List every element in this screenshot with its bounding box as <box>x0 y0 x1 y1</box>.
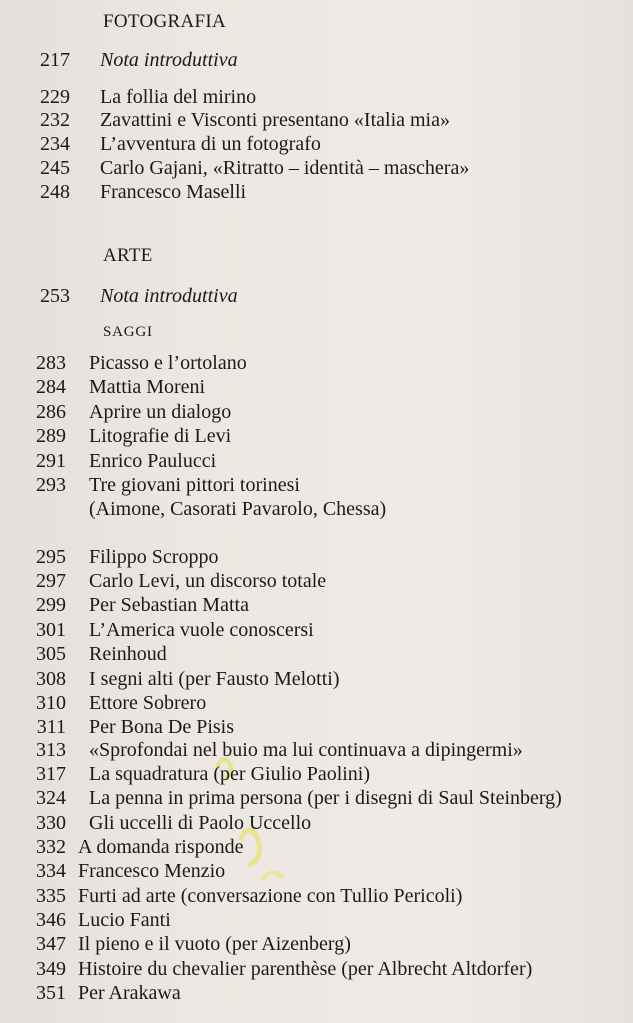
entry-title: Nota introduttiva <box>100 49 238 71</box>
page-number: 313 <box>36 739 66 761</box>
entry-title: Lucio Fanti <box>78 909 171 931</box>
entry-title: Aprire un dialogo <box>89 401 232 423</box>
page-number: 291 <box>36 450 66 472</box>
entry-title: L’avventura di un fotografo <box>100 133 321 155</box>
entry-title: Francesco Menzio <box>78 860 226 882</box>
page-number: 232 <box>40 109 70 131</box>
page-number: 234 <box>40 133 70 155</box>
entry-title-continuation: (Aimone, Casorati Pavarolo, Chessa) <box>89 498 387 520</box>
page-number: 283 <box>36 352 66 374</box>
page-number: 349 <box>36 958 66 980</box>
entry-title: Carlo Gajani, «Ritratto – identità – maschera» <box>100 157 470 179</box>
entry-title: Litografie di Levi <box>89 425 232 447</box>
entry-title: Furti ad arte (conversazione con Tullio Pericoli) <box>78 885 463 907</box>
entry-title: Histoire du chevalier parenthèse (per Albrecht Altdorfer) <box>78 958 533 980</box>
entry-title: Per Sebastian Matta <box>89 594 249 616</box>
entry-title: Mattia Moreni <box>89 376 206 398</box>
entry-title: I segni alti (per Fausto Melotti) <box>89 668 340 690</box>
page-number: 293 <box>36 474 66 496</box>
entry-title: Tre giovani pittori torinesi <box>89 474 300 496</box>
page-number: 311 <box>36 716 66 738</box>
page-number: 297 <box>36 570 66 592</box>
entry-title: A domanda risponde <box>78 836 244 858</box>
page-number: 351 <box>36 982 66 1004</box>
page-number: 295 <box>36 546 66 568</box>
page-number: 334 <box>36 860 66 882</box>
page-number: 284 <box>36 376 66 398</box>
page-number: 286 <box>36 401 66 423</box>
entry-title: Nota introduttiva <box>100 285 238 307</box>
entry-title: Picasso e l’ortolano <box>89 352 247 374</box>
entry-title: Il pieno e il vuoto (per Aizenberg) <box>78 933 351 955</box>
page-number: 308 <box>36 668 66 690</box>
entry-title: «Sprofondai nel buio ma lui continuava a dipingermi» <box>89 739 523 761</box>
entry-title: Carlo Levi, un discorso totale <box>89 570 327 592</box>
page-number: 324 <box>36 787 66 809</box>
section-heading-fotografia: FOTOGRAFIA <box>103 11 227 32</box>
page-number: 217 <box>40 49 70 71</box>
page-number: 289 <box>36 425 66 447</box>
entry-title: Francesco Maselli <box>100 181 247 203</box>
entry-title: Per Arakawa <box>78 982 181 1004</box>
entry-title: Gli uccelli di Paolo Uccello <box>89 812 312 834</box>
page-number: 310 <box>36 692 66 714</box>
page-number: 229 <box>40 86 70 108</box>
page-number: 253 <box>40 285 70 307</box>
page-number: 346 <box>36 909 66 931</box>
entry-title: Filippo Scroppo <box>89 546 219 568</box>
page-number: 317 <box>36 763 66 785</box>
page-number: 245 <box>40 157 70 179</box>
page-number: 330 <box>36 812 66 834</box>
entry-title: La follia del mirino <box>100 86 257 108</box>
entry-title: L’America vuole conoscersi <box>89 619 314 641</box>
entry-title: Reinhoud <box>89 643 167 665</box>
page-number: 299 <box>36 594 66 616</box>
page-number: 301 <box>36 619 66 641</box>
page-number: 305 <box>36 643 66 665</box>
entry-title: Enrico Paulucci <box>89 450 217 472</box>
section-heading-arte: ARTE <box>103 245 153 266</box>
page-number: 248 <box>40 181 70 203</box>
entry-title: Ettore Sobrero <box>89 692 207 714</box>
entry-title: La squadratura (per Giulio Paolini) <box>89 763 371 785</box>
page-number: 347 <box>36 933 66 955</box>
entry-title: La penna in prima persona (per i disegni di Saul Steinberg) <box>89 787 562 809</box>
entry-title: Per Bona De Pisis <box>89 716 234 738</box>
entry-title: Zavattini e Visconti presentano «Italia mia» <box>100 109 450 131</box>
page-number: 332 <box>36 836 66 858</box>
page-number: 335 <box>36 885 66 907</box>
subheading-saggi: SAGGI <box>103 324 153 340</box>
